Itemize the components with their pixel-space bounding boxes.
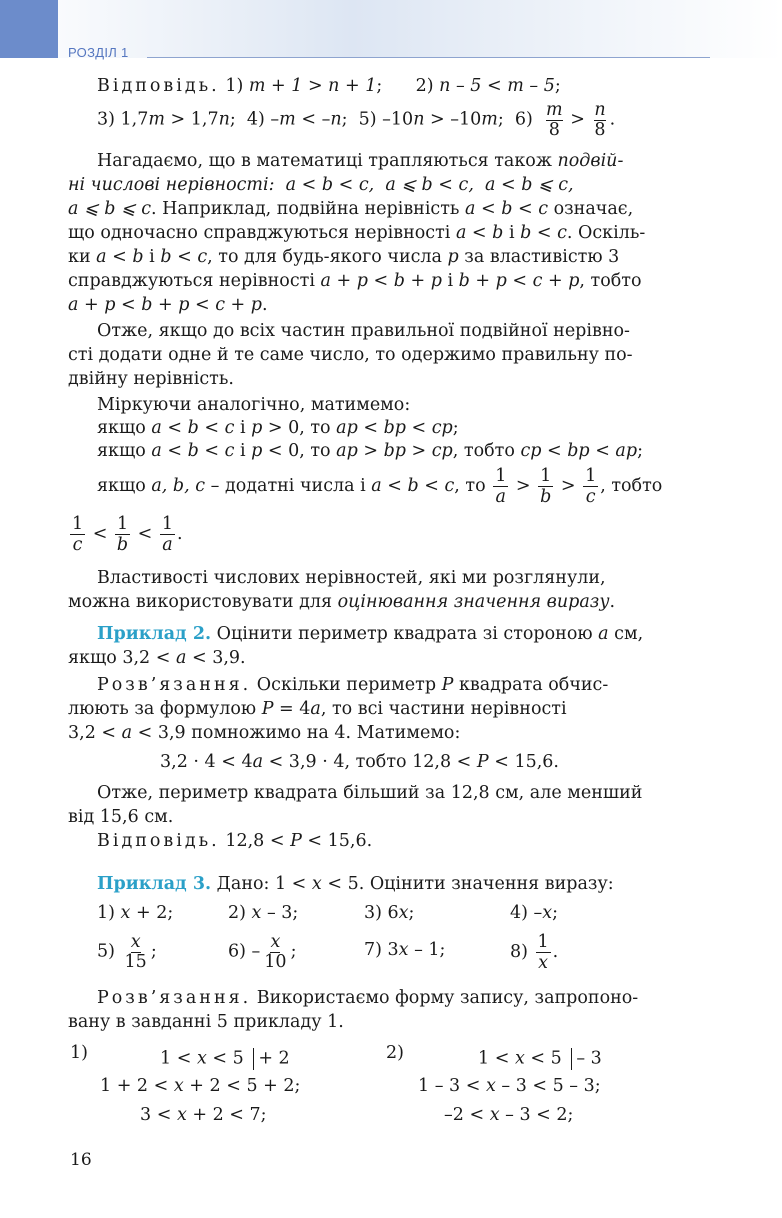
- text: < 3,9.: [186, 648, 246, 668]
- para-double-6: [68, 273, 642, 291]
- denominator: a: [495, 487, 506, 508]
- text: ки: [68, 247, 97, 267]
- para-double-3: [68, 201, 633, 219]
- para-double-1: [97, 153, 623, 171]
- analog-row-2: [97, 443, 643, 461]
- work2-line-1: [478, 1048, 602, 1070]
- text: 6) –: [228, 941, 261, 962]
- math: a < b < c: [465, 199, 549, 219]
- text: 3,2 · 4 < 4: [160, 752, 253, 772]
- work1-number: 1): [70, 1043, 88, 1063]
- math: a: [598, 624, 609, 644]
- numerator: 1: [540, 466, 552, 486]
- text: – 3 < 2;: [499, 1105, 574, 1125]
- text: якщо: [97, 418, 152, 438]
- text: 2): [228, 903, 252, 923]
- analog-row-4: [68, 514, 183, 555]
- numerator: 1: [585, 466, 597, 486]
- fraction-1-b: [538, 466, 553, 507]
- para-double-2: [68, 177, 574, 195]
- numerator: 1: [537, 932, 549, 952]
- math: a < b: [96, 247, 144, 267]
- text: . Наприклад, подвійна нерівність: [151, 199, 466, 219]
- para-double-5: [68, 249, 619, 267]
- text: 8): [510, 942, 534, 963]
- text: і: [234, 441, 252, 461]
- numerator: x: [130, 932, 141, 952]
- text: 1): [97, 903, 121, 923]
- math: x: [196, 1048, 207, 1069]
- solution-label: Розв’язання.: [97, 675, 252, 695]
- text: < 0, то: [262, 441, 337, 461]
- math: p: [251, 418, 263, 438]
- text: , то для будь-якого числа: [207, 247, 448, 267]
- math: a: [121, 723, 133, 743]
- text: і: [441, 271, 459, 291]
- numerator: n: [594, 100, 606, 120]
- rule-line-2: сті додати одне й те саме число, то одержимо правильну по-: [68, 345, 633, 365]
- text: означає,: [548, 199, 634, 219]
- math: a < b < c: [371, 476, 455, 497]
- text: >: [564, 109, 591, 130]
- example3-title: Приклад 3.: [97, 874, 212, 894]
- denominator: 10: [264, 952, 287, 973]
- math: x: [542, 903, 553, 923]
- text: , то: [454, 476, 492, 497]
- props-line-2: [68, 594, 615, 612]
- denominator: b: [116, 535, 129, 556]
- math: x: [311, 874, 322, 894]
- text: якщо: [97, 476, 152, 497]
- math: x: [120, 903, 131, 923]
- text: < –: [295, 109, 331, 130]
- denominator: 8: [548, 120, 560, 141]
- numerator: x: [270, 932, 281, 952]
- text: + 2 < 5 + 2;: [183, 1076, 301, 1096]
- text: за властивістю 3: [458, 247, 620, 267]
- text: < 15,6.: [488, 752, 559, 772]
- text: .: [262, 295, 268, 315]
- text: , тобто: [600, 476, 663, 497]
- term: оцінювання значення виразу: [337, 592, 610, 612]
- fraction-1-c: [70, 514, 85, 555]
- text: < 3,9 · 4, тобто 12,8 <: [263, 752, 477, 772]
- math: ap < bp < cp: [336, 418, 453, 438]
- text: ;: [408, 903, 415, 923]
- analog-row-3: [97, 466, 662, 507]
- fraction-1-a: [160, 514, 175, 555]
- text: – 3: [576, 1048, 602, 1069]
- answer-label: Відповідь.: [97, 831, 220, 851]
- numerator: 1: [116, 514, 129, 534]
- math: b < c: [520, 223, 567, 243]
- text: ; 6): [497, 109, 539, 130]
- denominator: b: [540, 487, 552, 508]
- text: .: [177, 524, 183, 545]
- text: ; 5) –10: [341, 109, 414, 130]
- math: ap > bp > cp: [336, 441, 453, 461]
- term: подвій-: [557, 151, 624, 171]
- para-double-4: [68, 225, 645, 243]
- math: p: [447, 247, 459, 267]
- example3-solution-1: [97, 990, 638, 1008]
- math: x: [398, 940, 409, 960]
- answer-label: Відповідь.: [97, 76, 220, 96]
- math: P: [476, 752, 489, 772]
- text: ;: [290, 941, 297, 962]
- text: ; 4) –: [229, 109, 280, 130]
- work2-line-3: [444, 1107, 573, 1125]
- rule-line-3: двійну нерівність.: [68, 369, 234, 389]
- fraction-1-a: [493, 466, 508, 507]
- numerator: 1: [495, 466, 507, 486]
- text: 3) 1,7: [97, 109, 149, 130]
- denominator: c: [72, 535, 83, 556]
- text: ; 2): [376, 76, 440, 96]
- text: , то всі частини нерівності: [320, 699, 567, 719]
- text: .: [552, 942, 559, 963]
- task-3: [364, 905, 414, 923]
- work2-line-2: [418, 1078, 601, 1096]
- text: ;: [637, 441, 643, 461]
- example2-answer: [97, 833, 372, 851]
- task-7: [364, 942, 445, 960]
- solution-label: Розв’язання.: [97, 988, 252, 1008]
- numerator: 1: [161, 514, 174, 534]
- math: m: [279, 109, 296, 130]
- analog-row-1: [97, 420, 459, 438]
- text: <: [132, 524, 158, 545]
- work1-line-3: [140, 1107, 267, 1125]
- text: > 1,7: [164, 109, 219, 130]
- text: 5): [97, 941, 121, 962]
- math: a: [310, 699, 321, 719]
- text: – 1;: [408, 940, 446, 960]
- text: якщо 3,2 <: [68, 648, 176, 668]
- math: a ⩽ b ⩽ c: [68, 199, 152, 219]
- example2-solution-1: [97, 677, 608, 695]
- fraction-1-c: [583, 466, 598, 507]
- answer1-line1: [97, 78, 561, 96]
- math: a < b < c: [151, 418, 235, 438]
- text: справджуються нерівності: [68, 271, 321, 291]
- math: P: [290, 831, 302, 851]
- task-1: [97, 905, 173, 923]
- work2-number: 2): [386, 1043, 404, 1063]
- text: 1 + 2 <: [100, 1076, 174, 1096]
- text: якщо: [97, 441, 152, 461]
- text: 4) –: [510, 903, 543, 923]
- math: x: [514, 1048, 525, 1069]
- math: a, b, c: [151, 476, 206, 497]
- math: x: [489, 1105, 500, 1125]
- math: m: [481, 109, 498, 130]
- example2-calc: [160, 754, 559, 772]
- text: < 15,6.: [301, 831, 373, 851]
- numerator: 1: [72, 514, 84, 534]
- operation-bar: [571, 1048, 572, 1070]
- math: a: [175, 648, 187, 668]
- corner-tab: [0, 0, 58, 58]
- text: – додатні числа і: [205, 476, 372, 497]
- analog-intro: Міркуючи аналогічно, матимемо:: [97, 395, 411, 415]
- text: і: [143, 247, 161, 267]
- math: a + p < b + p: [320, 271, 442, 291]
- rule-line-1: Отже, якщо до всіх частин правильної подвійної нерівно-: [97, 321, 630, 341]
- work1-line-1: [160, 1048, 290, 1070]
- text: 1): [225, 76, 249, 96]
- math: a < b < c: [151, 441, 235, 461]
- math: P: [261, 699, 274, 719]
- text: < 5. Оцінити значення виразу:: [321, 874, 614, 894]
- fraction-x-15: [123, 932, 149, 972]
- text: квадрата обчис-: [453, 675, 609, 695]
- text: < 5: [206, 1048, 250, 1069]
- math: n: [413, 109, 425, 130]
- math: p: [251, 441, 263, 461]
- denominator: 8: [594, 120, 606, 141]
- fraction-x-10: [262, 932, 288, 972]
- props-line-1: Властивості числових нерівностей, які ми розглянули,: [97, 568, 606, 588]
- math: P: [441, 675, 454, 695]
- text: >: [510, 476, 537, 497]
- text: 7) 3: [364, 940, 399, 960]
- text: ;: [150, 941, 157, 962]
- text: – 3 < 5 – 3;: [495, 1076, 601, 1096]
- text: можна використовувати для: [68, 592, 338, 612]
- text: .: [609, 109, 616, 130]
- text: + 2;: [130, 903, 174, 923]
- denominator: a: [162, 535, 173, 556]
- text: > 0, то: [262, 418, 337, 438]
- text: = 4: [273, 699, 311, 719]
- text: + 2 < 7;: [186, 1105, 267, 1125]
- text: 3 <: [140, 1105, 177, 1125]
- example2-line-1: [97, 626, 643, 644]
- text: ;: [452, 418, 459, 438]
- text: Оскільки периметр: [251, 675, 442, 695]
- text: Використаємо форму запису, запропоно-: [251, 988, 639, 1008]
- example2-title: Приклад 2.: [97, 624, 212, 644]
- math: x: [398, 903, 409, 923]
- math: a + p < b + p < c + p: [68, 295, 262, 315]
- denominator: 15: [124, 952, 147, 973]
- fraction-1-x: [536, 932, 551, 973]
- text: 12,8 <: [219, 831, 291, 851]
- text: > –10: [424, 109, 482, 130]
- text: що одночасно справджуються нерівності: [68, 223, 456, 243]
- math: a: [252, 752, 264, 772]
- example3-solution-2: вану в завданні 5 прикладу 1.: [68, 1012, 344, 1032]
- fraction-1-b: [115, 514, 130, 555]
- text: < 3,9 помножимо на 4. Матимемо:: [132, 723, 461, 743]
- text: 1 <: [478, 1048, 515, 1069]
- math: : a < b < c, a ⩽ b < c, a < b ⩽ c,: [268, 175, 574, 195]
- math: b + p < c + p: [458, 271, 580, 291]
- math: x: [173, 1076, 184, 1096]
- text: 1 <: [160, 1048, 197, 1069]
- text: 1 – 3 <: [418, 1076, 486, 1096]
- text: люють за формулою: [68, 699, 262, 719]
- math: cp < bp < ap: [520, 441, 638, 461]
- text: Дано: 1 <: [211, 874, 312, 894]
- section-label: РОЗДІЛ 1: [68, 45, 129, 60]
- text: – 3;: [261, 903, 299, 923]
- math: n – 5 < m – 5: [439, 76, 555, 96]
- math: x: [176, 1105, 187, 1125]
- text: + 2: [258, 1048, 290, 1069]
- math: x: [485, 1076, 496, 1096]
- text: . Оскіль-: [566, 223, 646, 243]
- denominator: c: [585, 487, 596, 508]
- work1-line-2: [100, 1078, 300, 1096]
- term: ні числові нерівності: [68, 175, 269, 195]
- text: 3) 6: [364, 903, 399, 923]
- math: m: [148, 109, 165, 130]
- math: n: [218, 109, 230, 130]
- numerator: m: [546, 100, 563, 120]
- task-8: [510, 932, 558, 973]
- fraction-n-8: [592, 100, 607, 140]
- math: n: [330, 109, 342, 130]
- task-2: [228, 905, 298, 923]
- example2-solution-2: [68, 701, 567, 719]
- operation-bar: [253, 1048, 254, 1070]
- text: < 5: [524, 1048, 568, 1069]
- text: ;: [554, 76, 561, 96]
- math: a < b: [455, 223, 504, 243]
- text: і: [503, 223, 521, 243]
- denominator: x: [538, 953, 549, 974]
- example3-line-1: [97, 876, 614, 894]
- text: Нагадаємо, що в математиці трапляються також: [97, 151, 558, 171]
- example2-line-2: [68, 650, 246, 668]
- text: і: [234, 418, 252, 438]
- math: m + 1 > n + 1: [248, 76, 377, 96]
- task-4: [510, 905, 558, 923]
- example2-result-2: від 15,6 см.: [68, 807, 174, 827]
- text: .: [609, 592, 616, 612]
- task-5: [97, 932, 157, 972]
- text: >: [555, 476, 582, 497]
- para-double-7: [68, 297, 268, 315]
- text: см,: [608, 624, 644, 644]
- text: , тобто: [579, 271, 642, 291]
- text: –2 <: [444, 1105, 490, 1125]
- page-number: 16: [70, 1150, 92, 1170]
- text: ;: [552, 903, 559, 923]
- task-6: [228, 932, 296, 972]
- example2-solution-3: [68, 725, 460, 743]
- example2-result-1: Отже, периметр квадрата більший за 12,8 см, але менший: [97, 783, 643, 803]
- answer1-line2: [97, 100, 615, 140]
- header-rule: [147, 57, 710, 58]
- math: x: [251, 903, 262, 923]
- text: , тобто: [452, 441, 521, 461]
- text: Оцінити периметр квадрата зі стороною: [211, 624, 599, 644]
- text: 3,2 <: [68, 723, 122, 743]
- math: b < c: [160, 247, 208, 267]
- fraction-m-8: [546, 100, 563, 140]
- text: <: [87, 524, 113, 545]
